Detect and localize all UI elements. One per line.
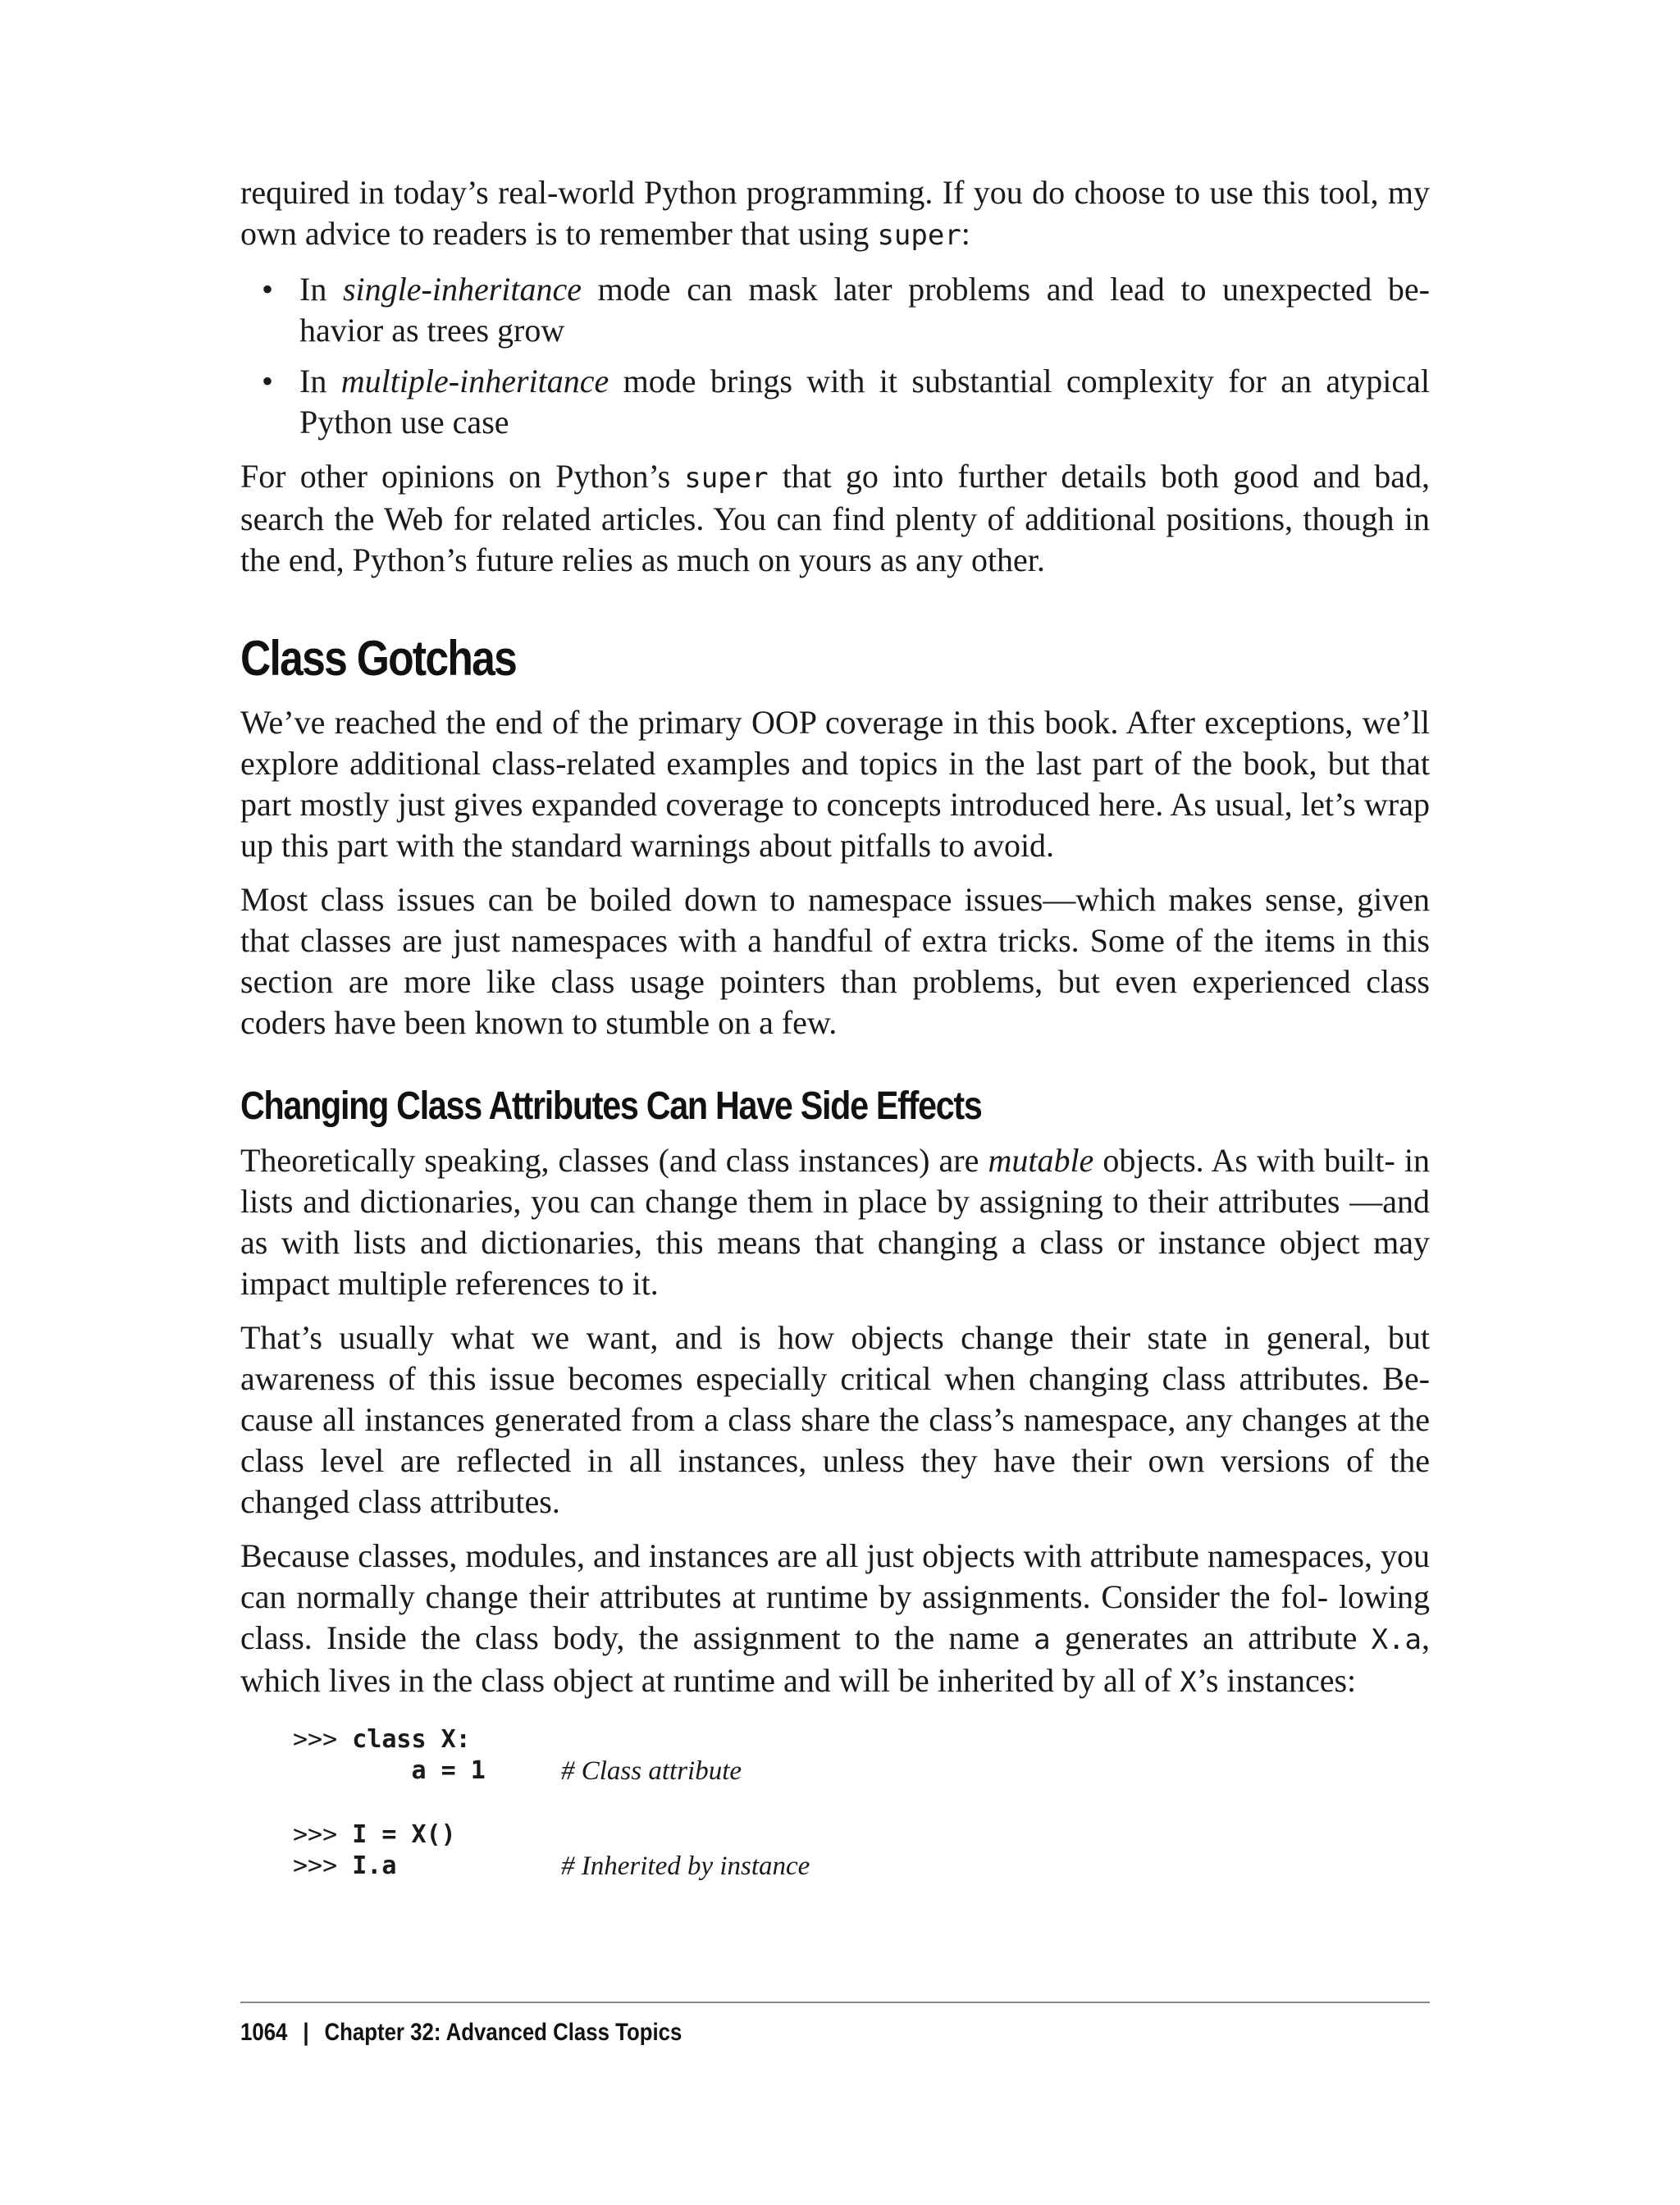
footer-divider	[240, 2002, 1430, 2003]
code-block	[293, 1724, 1430, 1882]
subsection-paragraph-1: Theoretically speaking, classes (and class instances) are mutable objects. As with built- in lists and dictionaries, you can change them in place by assigning to their attributes —and as with lists and dictionaries, this means that changing a class or instance object may impact multiple references to it.	[240, 1142, 1430, 1302]
bullet-list	[240, 269, 1430, 443]
footer-separator: |	[303, 2019, 309, 2046]
section-paragraph-2: Most class issues can be boiled down to namespace issues—which makes sense, given that classes are just namespaces with a handful of extra tricks. Some of the items in this section are more like class usage pointers than problems, but even experienced class coders have been known to stumble on a few.	[240, 881, 1430, 1041]
inline-code-x: X	[1180, 1666, 1197, 1699]
bullet-icon: •	[262, 271, 274, 308]
intro-paragraph-1: required in today’s real-world Python programming. If you do choose to use this tool, my own advice to readers is to remember that using super:	[240, 174, 1430, 252]
code-line: a = 1 # Class attribute	[293, 1756, 742, 1786]
code-comment: # Class attribute	[561, 1756, 742, 1786]
code-line: >>> I = X()	[293, 1820, 456, 1849]
page-footer	[240, 2002, 1430, 2049]
bullet-icon: •	[262, 363, 274, 399]
bullet-item-single-inheritance: • In single-inheritance mode can mask later problems and lead to unexpected be- havior as trees grow	[262, 271, 1431, 349]
chapter-title: Chapter 32: Advanced Class Topics	[324, 2019, 682, 2046]
section-heading: Class Gotchas	[240, 631, 517, 686]
bullet-item-multiple-inheritance: • In multiple-inheritance mode brings with it substantial complexity for an atypical Python use case	[262, 363, 1430, 441]
intro-paragraph-2: For other opinions on Python’s super that go into further details both good and bad, search the Web for related articles. You can find plenty of additional positions, though in the end, Python’s future relies as much on yours as any other.	[240, 458, 1430, 578]
inline-code-super: super	[877, 219, 961, 252]
code-gap	[293, 1787, 1430, 1819]
inline-code-super: super	[684, 462, 769, 495]
code-line: >>> I.a # Inherited by instance	[293, 1851, 810, 1881]
page-content	[240, 172, 1430, 1882]
code-line: >>> class X:	[293, 1725, 471, 1754]
inline-code-a: a	[1034, 1623, 1051, 1656]
footer-text	[240, 2016, 1263, 2049]
page-number: 1064	[240, 2019, 288, 2046]
subsection-heading: Changing Class Attributes Can Have Side Effects	[240, 1084, 982, 1128]
subsection-paragraph-2: That’s usually what we want, and is how objects change their state in general, but awareness of this issue becomes especially critical when changing class attributes. Be- cause all instances generated from a class share the class’s namespace, any changes at the class level are reflected in all instances, unless they have their own versions of the changed class attributes.	[240, 1319, 1430, 1520]
code-comment: # Inherited by instance	[561, 1851, 810, 1881]
subsection-paragraph-3: Because classes, modules, and instances are all just objects with attribute namespaces, you can normally change their attributes at runtime by assignments. Consider the fol- lowing class. Inside the class body, the assignment to the name a generates an attribute X.a, which lives in the class object at runtime and will be inherited by all of X’s instances:	[240, 1537, 1430, 1699]
section-paragraph-1: We’ve reached the end of the primary OOP coverage in this book. After exceptions, we’ll explore additional class-related examples and topics in the last part of the book, but that part mostly just gives expanded coverage to concepts introduced here. As usual, let’s wrap up this part with the standard warnings about pitfalls to avoid.	[240, 704, 1430, 864]
inline-code-x-a: X.a	[1371, 1623, 1422, 1656]
